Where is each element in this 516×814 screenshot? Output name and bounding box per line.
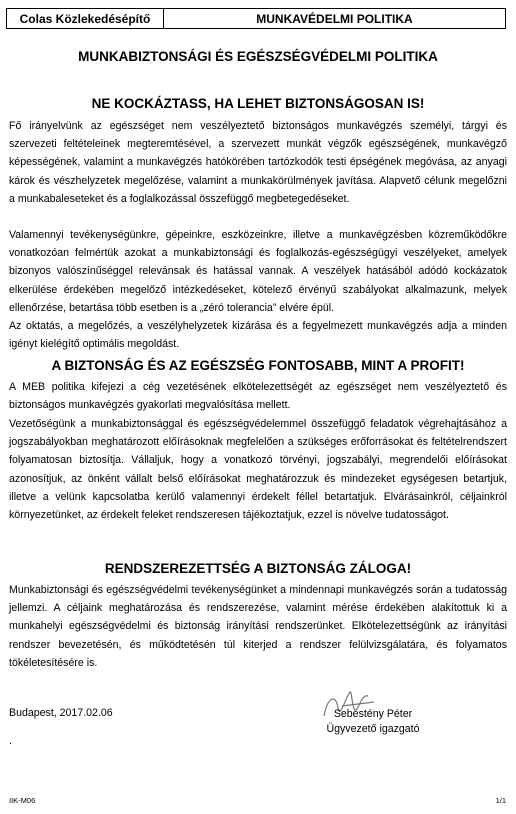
document-code: IIK-M06 [9,796,36,805]
paragraph-1-3: Az oktatás, a megelőzés, a veszélyhelyzetek kizárása és a fegyelmezett munkavégzés adja a minden igényt kielégítő optimális megoldást. [9,320,507,351]
page-number: 1/1 [495,796,506,805]
policy-label: MUNKAVÉDELMI POLITIKA [256,11,413,26]
document-header [6,8,506,29]
paragraph-2-1: A MEB politika kifejezi a cég vezetésének elkötelezettségét az egészséget nem veszélyeztető és biztonságos munkavégzés gyakorlati megvalósítása mellett. [9,381,507,412]
place-and-date: Budapest, 2017.02.06 [9,707,113,719]
section-heading-3: RENDSZEREZETTSÉG A BIZTONSÁG ZÁLOGA! [104,561,412,576]
stray-dot: . [9,735,12,747]
company-name: Colas Közlekedésépítő [7,9,164,28]
document-title: MUNKABIZTONSÁGI ÉS EGÉSZSÉGVÉDELMI POLITIKA [78,49,438,64]
section-heading-1: NE KOCKÁZTASS, HA LEHET BIZTONSÁGOSAN IS! [91,96,425,111]
paragraph-3-1: Munkabiztonsági és egészségvédelmi tevékenységünket a mindennapi munkavégzés során a tudatosság jellemzi. A céljaink meghatározása és rendszerezése, valamint mérése érdekében alakítottuk ki a munkahelyi egészségvédelmi és biztonság irányítási rendszerünket. Elkötelezettségünk az irányítási rendszer bevezetésén, és működtetésén túl kiterjed a rendszer felülvizsgálatára, és folyamatos tökéletesítésére is. [9,584,507,669]
paragraph-1-1: Fő irányelvünk az egészséget nem veszélyeztető biztonságos munkavégzés személyi, tárgyi és szervezeti feltételeinek megteremtésével, a szervezett munkát végzők egészségének, munkavégző képességének, valamint a munkavégzés hatókörében tartózkodók testi épségének megóvása, az anyagi károk és vészhelyzetek megelőzése, valamint a munkakörülmények javítása. Alapvető célunk megelőzni a munkabaleseteket és a foglalkozással összefüggő megbetegedéseket. [9,120,507,205]
paragraph-1-2: Valamennyi tevékenységünkre, gépeinkre, eszközeinkre, illetve a munkavégzésben közreműködőkre vonatkozóan felmértük azokat a munkabiztonsági és foglalkozás-egészségügyi veszélyeket, amelyek bizonyos valószínűséggel relevánsak és hatással vannak. A veszélyek hatásából adódó kockázatok elkerülése érdekében megelőző intézkedéseket, kötelező érvényű szabályokat alkalmazunk, melyek ellenőrzése, betartása több esetben is a „zéró tolerancia” elvére épül. [9,229,507,314]
signer-block [318,707,428,737]
section-heading-2: A BIZTONSÁG ÉS AZ EGÉSZSÉG FONTOSABB, MINT A PROFIT! [51,358,465,373]
signer-title: Ügyvezető igazgató [326,723,420,735]
paragraph-2-2: Vezetőségünk a munkabiztonsággal és egészségvédelemmel összefüggő feladatok végrehajtásához a jogszabályokban meghatározott előírásoknak megfelelően a szükséges erőforrásokat és feltételrendszert folyamatosan biztosítja. Vállaljuk, hogy a vonatkozó törvényi, jogszabályi, megrendelői előírásokat azonosítjuk, az önként vállalt belső előírásokat meghatározzuk és mindezeket egységesen betartjuk, illetve a velünk kapcsolatba kerülő valamennyi érdekelt féllel betartatjuk. Elvárásainkról, céljainkról környezetünket, az érdekelt feleket rendszeresen tájékoztatjuk, ezzel is növelve tudatosságot. [9,418,507,522]
signer-name: Sebestény Péter [333,708,413,720]
